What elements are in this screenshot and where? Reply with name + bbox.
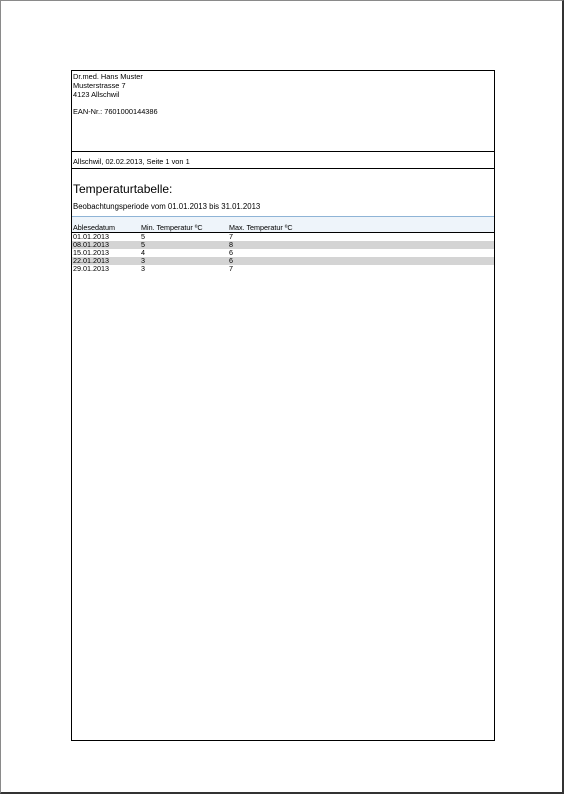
cell-date: 22.01.2013: [73, 256, 109, 265]
cell-date: 01.01.2013: [73, 232, 109, 241]
cell-min: 5: [141, 240, 145, 249]
sender-name: Dr.med. Hans Muster: [73, 72, 143, 81]
observation-period: Beobachtungsperiode vom 01.01.2013 bis 31.01.2013: [73, 202, 261, 211]
cell-min: 3: [141, 264, 145, 273]
cell-max: 6: [229, 256, 233, 265]
cell-min: 4: [141, 248, 145, 257]
column-header-max: Max. Temperatur ºC: [229, 223, 293, 232]
sender-ean: EAN-Nr.: 7601000144386: [73, 107, 158, 116]
table-row: [72, 257, 494, 265]
date-line: Allschwil, 02.02.2013, Seite 1 von 1: [73, 157, 190, 166]
column-header-date: Ablesedatum: [73, 223, 115, 232]
sender-block: [72, 71, 494, 152]
sender-city: 4123 Allschwil: [73, 90, 120, 99]
table-header: [72, 216, 494, 233]
document-title: Temperaturtabelle:: [73, 182, 173, 196]
temperature-table: [72, 216, 494, 273]
column-header-min: Min. Temperatur ºC: [141, 223, 203, 232]
cell-min: 3: [141, 256, 145, 265]
table-row: [72, 241, 494, 249]
table-row: [72, 233, 494, 241]
cell-max: 7: [229, 264, 233, 273]
divider: [72, 151, 494, 152]
document-frame: [71, 70, 495, 741]
cell-max: 6: [229, 248, 233, 257]
cell-date: 29.01.2013: [73, 264, 109, 273]
cell-min: 5: [141, 232, 145, 241]
cell-date: 08.01.2013: [73, 240, 109, 249]
cell-date: 15.01.2013: [73, 248, 109, 257]
table-row: [72, 249, 494, 257]
cell-max: 8: [229, 240, 233, 249]
table-row: [72, 265, 494, 273]
cell-max: 7: [229, 232, 233, 241]
sender-street: Musterstrasse 7: [73, 81, 126, 90]
divider: [72, 168, 494, 169]
